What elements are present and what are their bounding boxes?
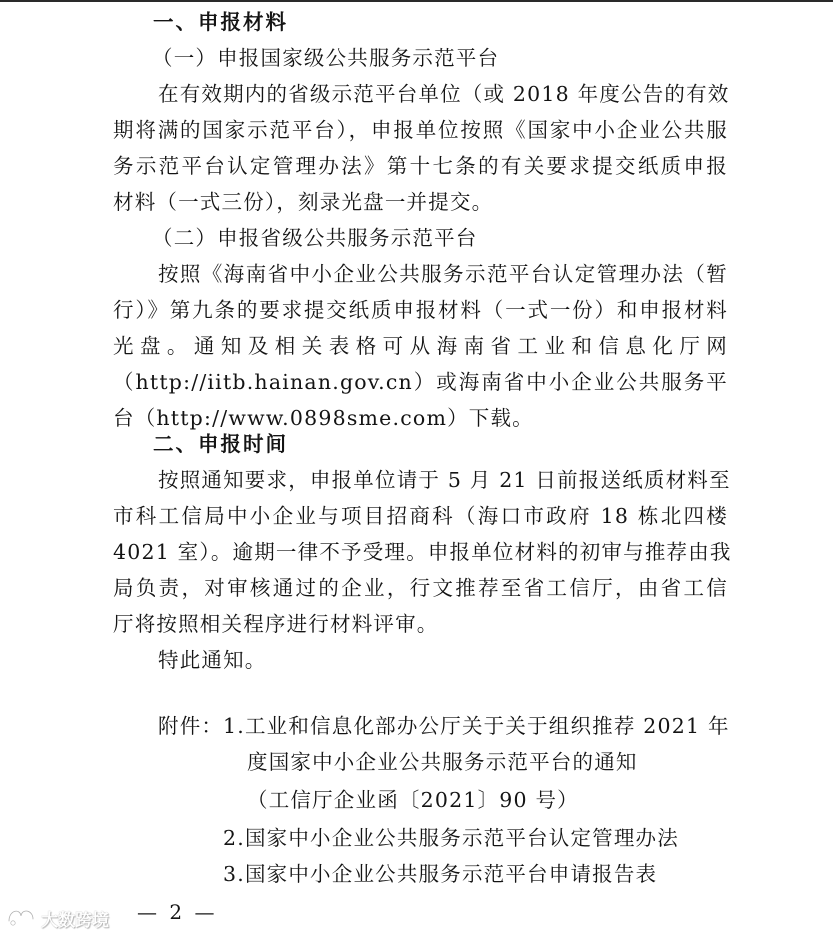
closing-remark: 特此通知。 xyxy=(158,648,267,672)
attachment-item: 2.国家中小企业公共服务示范平台认定管理办法 xyxy=(223,826,679,850)
attachment-item-continuation: （工信厅企业函〔2021〕90 号） xyxy=(247,788,579,812)
attachments-label: 附件： xyxy=(158,714,224,738)
attachment-item: 3.国家中小企业公共服务示范平台申请报告表 xyxy=(223,862,658,886)
section-heading-materials: 一、申报材料 xyxy=(153,10,288,34)
subsection-heading-provincial: （二）申报省级公共服务示范平台 xyxy=(152,226,478,250)
paragraph-line-link: （http://iitb.hainan.gov.cn）或海南省中小企业公共服务平 xyxy=(113,370,728,394)
watermark xyxy=(6,905,109,931)
watermark-text: 大数跨境 xyxy=(41,910,109,931)
brand-logo-icon xyxy=(6,905,36,932)
paragraph-line: 4021 室）。逾期一律不予受理。申报单位材料的初审与推荐由我 xyxy=(113,540,732,564)
paragraph-line: 在有效期内的省级示范平台单位（或 2018 年度公告的有效 xyxy=(158,82,730,106)
paragraph-line: 期将满的国家示范平台），申报单位按照《国家中小企业公共服 xyxy=(113,118,728,142)
paragraph-line: 光盘。通知及相关表格可从海南省工业和信息化厅网 xyxy=(113,334,728,358)
paragraph-line-link: 台（http://www.0898sme.com）下载。 xyxy=(113,406,534,430)
page-number: — 2 — xyxy=(137,900,218,924)
paragraph-line: 按照《海南省中小企业公共服务示范平台认定管理办法（暂 xyxy=(158,262,728,286)
paragraph-line: 市科工信局中小企业与项目招商科（海口市政府 18 栋北四楼 xyxy=(113,504,728,528)
paragraph-line: 行）》第九条的要求提交纸质申报材料（一式一份）和申报材料 xyxy=(113,298,728,322)
paragraph-line: 按照通知要求，申报单位请于 5 月 21 日前报送纸质材料至 xyxy=(158,468,731,492)
paragraph-line: 厅将按照相关程序进行材料评审。 xyxy=(113,612,439,636)
section-heading-time: 二、申报时间 xyxy=(153,432,288,456)
attachment-item: 1.工业和信息化部办公厅关于关于组织推荐 2021 年 xyxy=(223,714,730,738)
top-border-line xyxy=(0,0,833,2)
subsection-heading-national: （一）申报国家级公共服务示范平台 xyxy=(152,46,500,70)
paragraph-line: 局负责，对审核通过的企业，行文推荐至省工信厅，由省工信 xyxy=(113,576,728,600)
paragraph-line: 务示范平台认定管理办法》第十七条的有关要求提交纸质申报 xyxy=(113,154,728,178)
paragraph-line: 材料（一式三份），刻录光盘一并提交。 xyxy=(113,190,494,214)
attachment-item-continuation: 度国家中小企业公共服务示范平台的通知 xyxy=(247,750,638,774)
